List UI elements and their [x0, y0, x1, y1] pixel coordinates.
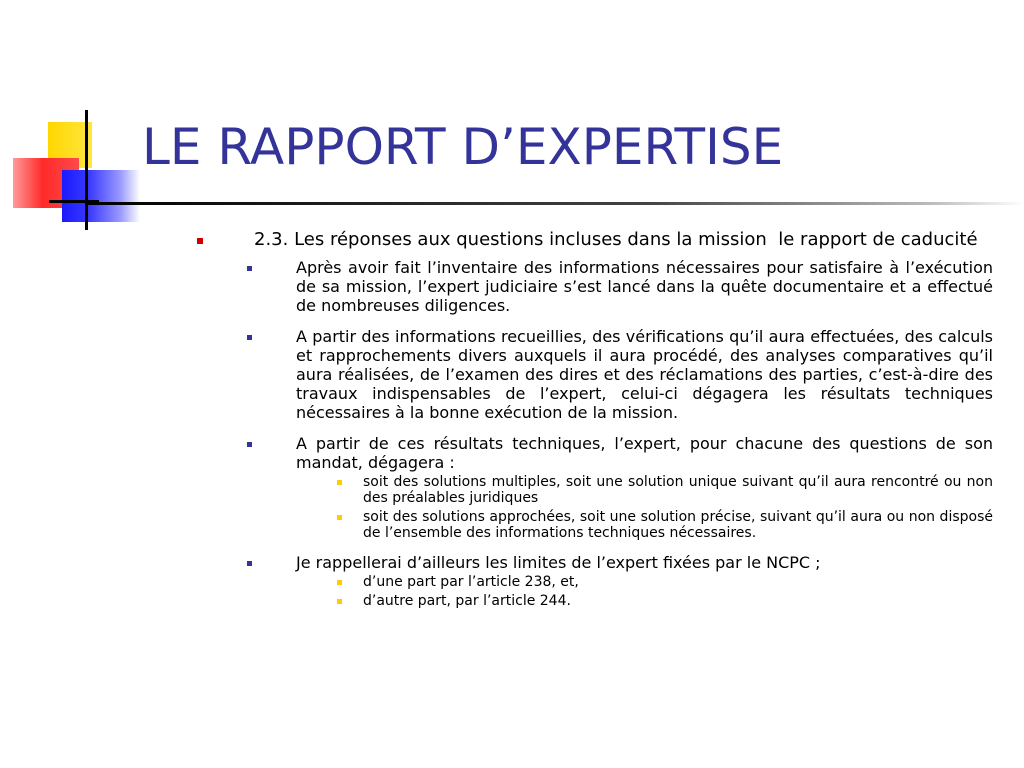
section-heading-text: 2.3. Les réponses aux questions incluses dans la mission le rapport de caducité [254, 229, 978, 250]
yellow-square-bullet-icon [337, 480, 342, 485]
logo-vertical-line [85, 110, 88, 230]
sub-list-item [363, 574, 993, 590]
list-item [296, 434, 993, 541]
title-underline [87, 202, 1024, 205]
section-heading [195, 229, 993, 250]
sub-list-item [363, 509, 993, 541]
sub-list-item-text: d’une part par l’article 238, et, [363, 574, 579, 590]
blue-square-bullet-icon [247, 266, 252, 271]
yellow-square-bullet-icon [337, 580, 342, 585]
sub-list-item-text: soit des solutions multiples, soit une solution unique suivant qu’il aura rencontré ou non des préalables juridiques [363, 474, 993, 506]
list-item-text: Après avoir fait l’inventaire des informations nécessaires pour satisfaire à l’exécution de sa mission, l’expert judiciaire s’est lancé dans la quête documentaire et a effectué de nombreuses diligences. [296, 258, 993, 315]
sub-list-item [363, 474, 993, 506]
yellow-square-bullet-icon [337, 599, 342, 604]
blue-square [62, 170, 140, 222]
blue-square-bullet-icon [247, 335, 252, 340]
sub-list [296, 574, 993, 609]
list-item-text: A partir des informations recueillies, des vérifications qu’il aura effectuées, des calculs et rapprochements divers auxquels il aura procédé, des analyses comparatives qu’il aura réalisées, de l’examen des dires et des réclamations des parties, c’est-à-dire des travaux indispensables de l’expert, celui-ci dégagera les résultats techniques nécessaires à la bonne exécution de la mission. [296, 327, 993, 422]
sub-list-item [363, 593, 993, 609]
list-item [296, 327, 993, 422]
list-item-text: A partir de ces résultats techniques, l’expert, pour chacune des questions de son mandat, dégagera : [296, 434, 993, 472]
sub-list-item-text: d’autre part, par l’article 244. [363, 593, 571, 609]
list-item [296, 258, 993, 315]
sub-list-item-text: soit des solutions approchées, soit une solution précise, suivant qu’il aura ou non disposé de l’ensemble des informations techniques nécessaires. [363, 509, 993, 541]
red-square-bullet-icon [197, 238, 203, 244]
sub-list [296, 474, 993, 541]
blue-square-bullet-icon [247, 561, 252, 566]
list-item [296, 553, 993, 609]
slide-title: LE RAPPORT D’EXPERTISE [142, 118, 784, 176]
slide-content [195, 229, 993, 621]
yellow-square-bullet-icon [337, 515, 342, 520]
blue-square-bullet-icon [247, 442, 252, 447]
list-item-text: Je rappellerai d’ailleurs les limites de l’expert fixées par le NCPC ; [296, 553, 821, 572]
